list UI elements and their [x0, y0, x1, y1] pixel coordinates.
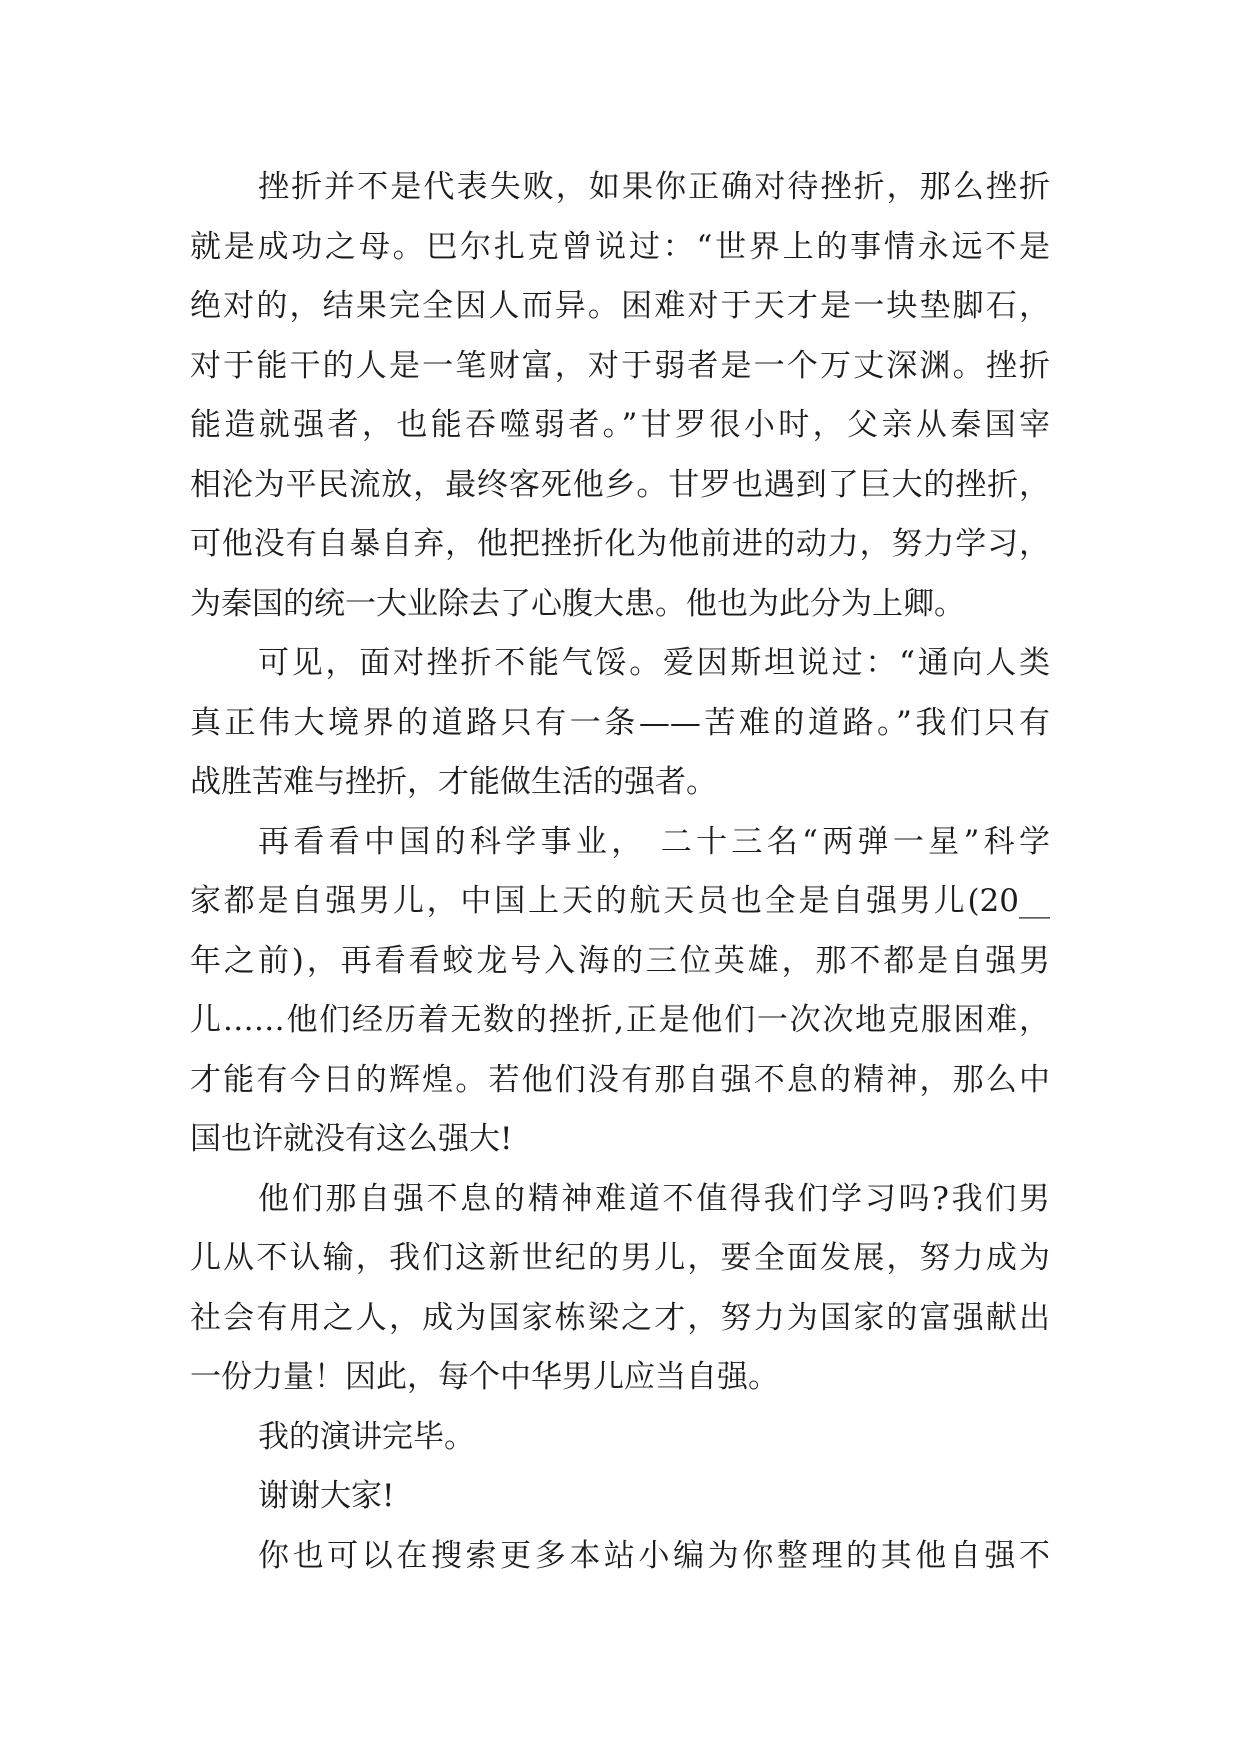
text-line: 一份力量！因此，每个中华男儿应当自强。 [190, 1359, 779, 1395]
text-line: 相沦为平民流放，最终客死他乡。甘罗也遇到了巨大的挫折， [190, 466, 1050, 503]
text-line: 能造就强者，也能吞噬弱者。”甘罗很小时，父亲从秦国宰 [190, 407, 1050, 443]
text-line: 儿从不认输，我们这新世纪的男儿，要全面发展，努力成为 [190, 1240, 1050, 1276]
text-line: 谢谢大家! [258, 1478, 395, 1514]
text-line: 国也许就没有这么强大! [190, 1121, 513, 1157]
text-line: 对于能干的人是一笔财富，对于弱者是一个万丈深渊。挫折 [190, 347, 1050, 384]
text-line: 你也可以在搜索更多本站小编为你整理的其他自强不 [258, 1537, 1050, 1574]
text-line: 可见，面对挫折不能气馁。爱因斯坦说过：“通向人类 [258, 645, 1050, 681]
text-line: 绝对的，结果完全因人而异。困难对于天才是一块垫脚石， [190, 288, 1050, 324]
text-line: 才能有今日的辉煌。若他们没有那自强不息的精神，那么中 [190, 1061, 1050, 1098]
text-line: 家都是自强男儿，中国上天的航天员也全是自强男儿(20__ [190, 883, 1050, 919]
text-line: 就是成功之母。巴尔扎克曾说过：“世界上的事情永远不是 [190, 228, 1050, 265]
text-line: 我的演讲完毕。 [258, 1418, 475, 1455]
document-body [190, 158, 1050, 1586]
text-line: 他们那自强不息的精神难道不值得我们学习吗?我们男 [258, 1180, 1050, 1217]
text-line: 战胜苦难与挫折，才能做生活的强者。 [190, 764, 717, 800]
text-line: 真正伟大境界的道路只有一条——苦难的道路。”我们只有 [190, 704, 1050, 741]
text-line: 为秦国的统一大业除去了心腹大患。他也为此分为上卿。 [190, 585, 965, 622]
text-line: 再看看中国的科学事业， 二十三名“两弹一星”科学 [258, 823, 1050, 860]
text-line: 儿……他们经历着无数的挫折,正是他们一次次地克服困难， [190, 1002, 1050, 1038]
text-line: 年之前)，再看看蛟龙号入海的三位英雄，那不都是自强男 [190, 942, 1050, 979]
text-line: 社会有用之人，成为国家栋梁之才，努力为国家的富强献出 [190, 1299, 1050, 1336]
text-line: 可他没有自暴自弃，他把挫折化为他前进的动力，努力学习， [190, 526, 1050, 562]
text-line: 挫折并不是代表失败，如果你正确对待挫折，那么挫折 [258, 169, 1050, 205]
